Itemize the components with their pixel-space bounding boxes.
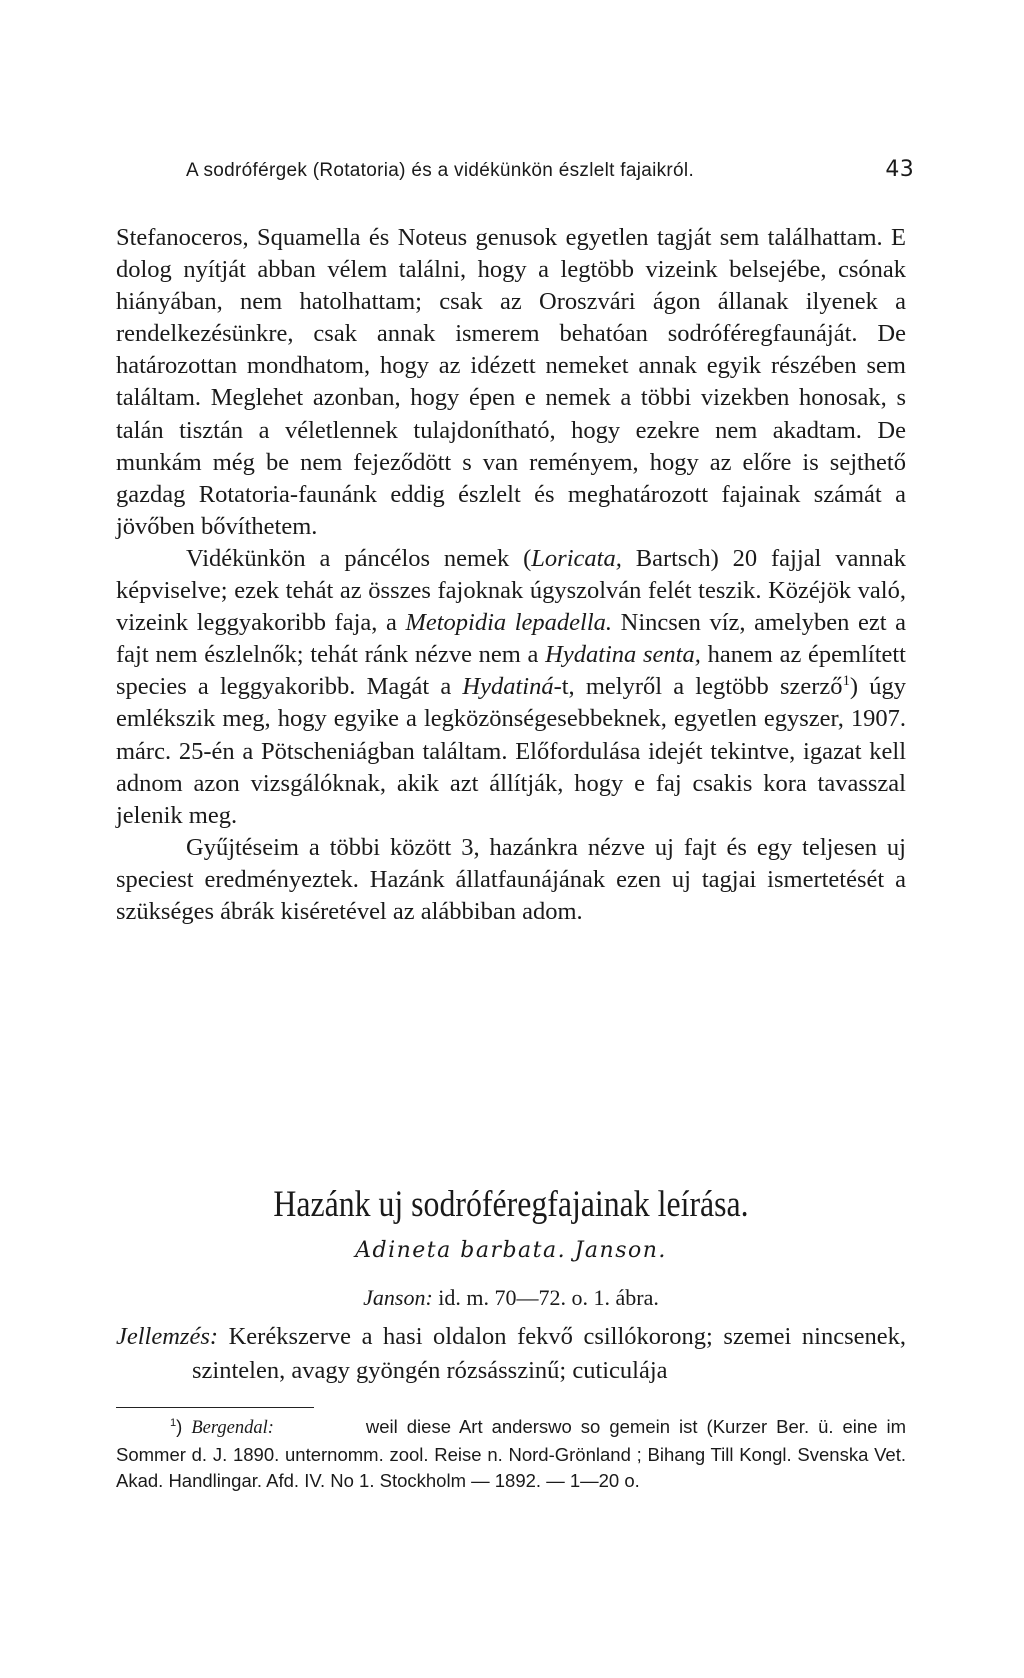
p2-text-6: ) úgy emlékszik meg, hogy egyike a legközönségesebbeknek, egyetlen egyszer, 1907. márc. 25-én a Pötscheniágban találtam. Előfordulása idejét tekintve, igazat kell adnom azon vizsgálóknak, akik azt állítják, hogy e faj csakis kora tavasszal jelenik meg.	[116, 673, 906, 829]
characterization-label: Jellemzés:	[116, 1323, 219, 1350]
taxon-metopidia-lepadella: Metopidia lepadella.	[405, 609, 613, 637]
footnote-reference: 1	[842, 673, 850, 690]
footnote-1	[116, 1414, 906, 1495]
footnote-quote: weil diese Art anderswo so gemein ist	[365, 1416, 698, 1437]
paragraph-2	[116, 543, 906, 832]
characterization-text: Kerékszerve a hasi oldalon fekvő csillókorong; szemei nincsenek, szintelen, avagy gyöngén rózsásszinű; cuticulája	[192, 1323, 906, 1384]
taxon-hydatina: Hydatiná	[462, 673, 554, 701]
paragraph-1	[116, 222, 906, 543]
paragraph-1-text: Stefanoceros, Squamella és Noteus genusok egyetlen tagját sem találhattam. E dolog nyítját abban vélem találni, hogy a legtöbb vizeink belsejébe, csónak hiányában, nem hatolhattam; csak az Oroszvári ágon állanak ilyenek a rendelkezésünkre, csak annak ismerem behatóan sodróféregfaunáját. De határozottan mondhatom, hogy az idézett nemeket annak egyik részében sem találtam. Meglehet azonban, hogy épen e nemek a többi vizekben honosak, s talán tisztán a véletlennek tulajdonítható, hogy ezekre nem akadtam. De munkám még be nem fejeződött s van reményem, hogy az előre is sejthető gazdag Rotatoria-faunánk eddig észlelt és meghatározott fajainak számát a jövőben bővíthetem.	[116, 224, 906, 540]
section-title: Hazánk uj sodróféregfajainak leírása.	[273, 1184, 749, 1225]
p2-text-5: -t, melyről a legtöbb szerző	[553, 673, 843, 701]
footnote-author: Bergendal:	[191, 1418, 274, 1438]
p2-text-4: hanem az épemlített species a leggyakoribb. Magát a	[116, 641, 906, 701]
paragraph-3	[116, 832, 906, 928]
footnote-marker-paren: )	[176, 1416, 192, 1437]
reference-author: Janson:	[363, 1285, 433, 1310]
footnotes	[116, 1414, 906, 1495]
reference-detail: id. m. 70—72. o. 1. ábra.	[432, 1285, 659, 1310]
footnote-citation: (Kurzer Ber. ü. eine im Sommer d. J. 1890. unternomm. zool. Reise n. Nord-Grönland ; Bihang Till Kongl. Svenska Vet. Akad. Handlingar. Afd. IV. No 1. Stockholm — 1892. — 1—20 o.	[116, 1416, 907, 1491]
p2-text-2: Bartsch) 20 fajjal vannak képviselve; ezek tehát az összes fajoknak úgyszolván felét teszik. Közéjök való, vizeink leggyakoribb faja, a	[116, 544, 906, 637]
taxon-hydatina-senta: Hydatina senta,	[545, 641, 701, 669]
footnote-divider	[116, 1407, 314, 1408]
species-reference	[116, 1285, 906, 1311]
taxon-loricata: Loricata,	[531, 544, 622, 572]
body-text	[116, 222, 906, 928]
p2-text-1: Vidékünkön a páncélos nemek (	[186, 544, 532, 572]
footnote-marker: 1	[170, 1416, 177, 1429]
running-header	[186, 157, 914, 183]
p2-text-3: Nincsen víz, amelyben ezt a fajt nem észlelnők; tehát ránk nézve nem a	[116, 609, 906, 669]
running-title: A sodróférgek (Rotatoria) és a vidékünkön észlelt fajaikról.	[186, 160, 695, 181]
characterization	[116, 1320, 906, 1388]
page-number: 43	[885, 157, 914, 182]
paragraph-3-text: Gyűjtéseim a többi között 3, hazánkra nézve uj fajt és egy teljesen uj speciest eredményeztek. Hazánk állatfaunájának ezen uj tagjai ismertetését a szükséges ábrák kiséretével az alábbiban adom.	[116, 833, 906, 925]
species-name: Adineta barbata. Janson.	[355, 1238, 667, 1263]
